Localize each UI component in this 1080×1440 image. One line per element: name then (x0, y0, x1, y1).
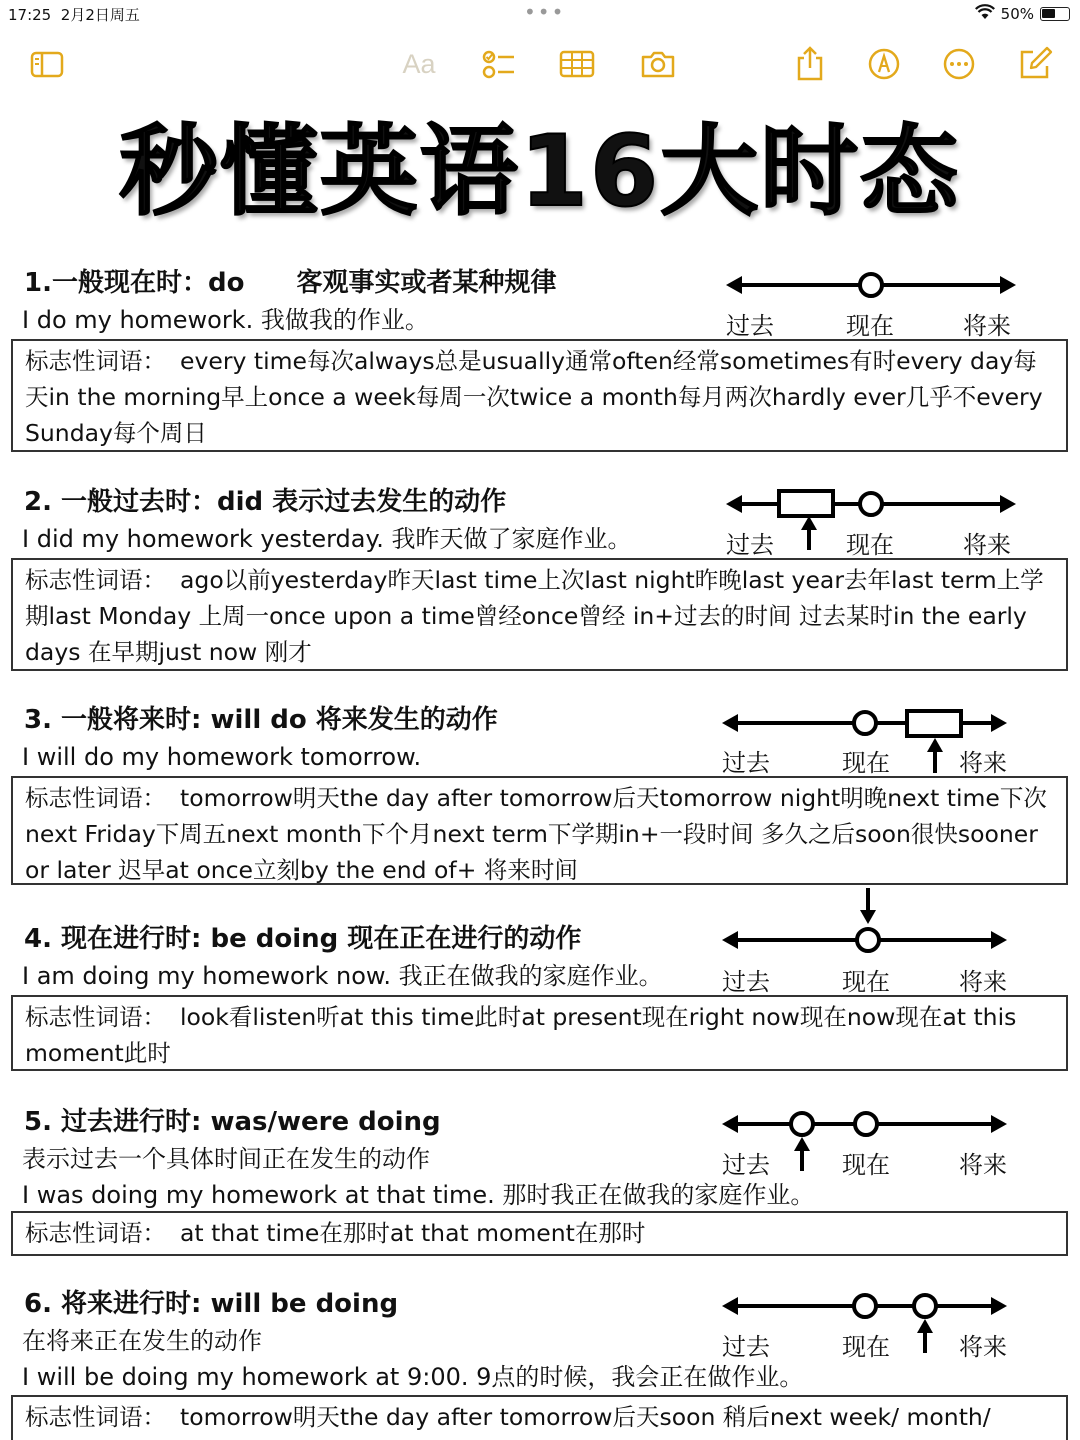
notes-toolbar (0, 38, 1080, 88)
keywords-label: 标志性词语： (25, 1003, 166, 1031)
timeline-past-label: 过去 (726, 312, 774, 340)
timeline-diagram (722, 1103, 1022, 1183)
keywords-box (11, 1395, 1068, 1440)
future-period-box (907, 711, 961, 736)
example-sentence: I am doing my homework now. 我正在做我的家庭作业。 (22, 962, 663, 990)
example-sentence: I do my homework. 我做我的作业。 (22, 306, 429, 334)
timeline-diagram (726, 264, 1026, 344)
timeline-diagram (722, 1285, 1022, 1365)
section-heading: 6. 将来进行时: will be doing (24, 1289, 399, 1319)
timeline-past-label: 过去 (722, 968, 770, 996)
keywords-text: tomorrow明天the day after tomorrow后天soon 稍后next week/ month/ (180, 1403, 991, 1431)
keywords-label: 标志性词语： (25, 566, 166, 594)
keywords-text: at that time在那时at that moment在那时 (180, 1219, 646, 1247)
section-heading: 2. 一般过去时：did 表示过去发生的动作 (24, 487, 507, 517)
present-point (854, 712, 876, 734)
keywords-text: every time每次always总是usually通常often经常sometimes有时every day每天in the morning早上once a week每周一次twice a month每月两次hardly ever几乎不every Sunday每个周日 (25, 347, 1043, 447)
timeline-future-label: 将来 (959, 1151, 1007, 1179)
camera-icon[interactable] (638, 44, 678, 84)
status-time: 17:25 2月2日周五 (8, 6, 140, 24)
timeline-diagram (726, 483, 1026, 563)
timeline-future-label: 将来 (963, 312, 1011, 340)
status-right (975, 4, 1070, 24)
future-moment-point (914, 1295, 936, 1317)
section-heading: 3. 一般将来时: will do 将来发生的动作 (24, 705, 498, 735)
timeline-present-label: 现在 (842, 1333, 890, 1361)
wifi-icon (975, 4, 995, 24)
timeline-future-label: 将来 (959, 968, 1007, 996)
example-sentence: I was doing my homework at that time. 那时我正在做我的家庭作业。 (22, 1181, 815, 1209)
example-sentence: I will be doing my homework at 9:00. 9点的时候，我会正在做作业。 (22, 1363, 804, 1391)
past-moment-point (791, 1113, 813, 1135)
timeline-present-label: 现在 (846, 312, 894, 340)
battery-percent: 50% (1000, 5, 1034, 23)
timeline-diagram (722, 886, 1022, 996)
timeline-past-label: 过去 (722, 749, 770, 777)
compose-icon[interactable] (1015, 44, 1055, 84)
past-period-box (779, 491, 833, 516)
keywords-box (11, 1211, 1068, 1256)
timeline-diagram (722, 701, 1022, 781)
status-bar (0, 0, 1080, 30)
keywords-label: 标志性词语： (25, 347, 166, 375)
present-point (857, 929, 879, 951)
section-heading: 5. 过去进行时: was/were doing (24, 1107, 441, 1137)
keywords-text: look看listen听at this time此时at present现在right now现在now现在at this moment此时 (25, 1003, 1017, 1067)
present-point (860, 493, 882, 515)
example-sentence: I did my homework yesterday. 我昨天做了家庭作业。 (22, 525, 632, 553)
timeline-present-label: 现在 (842, 749, 890, 777)
more-icon[interactable] (939, 44, 979, 84)
keywords-box (11, 339, 1068, 452)
timeline-future-label: 将来 (963, 531, 1011, 559)
example-sentence: I will do my homework tomorrow. (22, 743, 422, 771)
section-heading: 1.一般现在时：do 客观事实或者某种规律 (24, 268, 557, 298)
keywords-box (11, 558, 1068, 671)
note-title: 秒懂英语16大时态 (119, 115, 961, 229)
keywords-text: ago以前yesterday昨天last time上次last night昨晚last year去年last term上学期last Monday 上周一once upon a time曾经once曾经 in+过去的时间 过去某时in the early days 在早期just now 刚才 (25, 566, 1044, 666)
description-text: 在将来正在发生的动作 (22, 1327, 262, 1355)
timeline-future-label: 将来 (959, 749, 1007, 777)
multitask-dots[interactable]: ••• (524, 0, 566, 24)
section-heading: 4. 现在进行时: be doing 现在正在进行的动作 (24, 924, 582, 954)
present-point (855, 1113, 877, 1135)
keywords-box (11, 995, 1068, 1071)
timeline-past-label: 过去 (722, 1151, 770, 1179)
present-point (860, 274, 882, 296)
markup-icon[interactable] (864, 44, 904, 84)
timeline-past-label: 过去 (722, 1333, 770, 1361)
keywords-label: 标志性词语： (25, 1403, 166, 1431)
format-button[interactable]: Aa (402, 48, 436, 79)
timeline-past-label: 过去 (726, 531, 774, 559)
keywords-box (11, 776, 1068, 885)
timeline-present-label: 现在 (846, 531, 894, 559)
checklist-icon[interactable] (478, 44, 518, 84)
timeline-present-label: 现在 (842, 1151, 890, 1179)
battery-icon (1040, 7, 1070, 21)
sidebar-icon[interactable] (27, 44, 67, 84)
keywords-label: 标志性词语： (25, 784, 166, 812)
share-icon[interactable] (790, 44, 830, 84)
present-point (854, 1295, 876, 1317)
keywords-label: 标志性词语： (25, 1219, 166, 1247)
timeline-future-label: 将来 (959, 1333, 1007, 1361)
table-icon[interactable] (557, 44, 597, 84)
timeline-present-label: 现在 (842, 968, 890, 996)
keywords-text: tomorrow明天the day after tomorrow后天tomorrow night明晚next time下次next Friday下周五next month下个月next term下学期in+一段时间 多久之后soon很快sooner or later 迟早at once立刻by the end of+ 将来时间 (25, 784, 1047, 884)
description-text: 表示过去一个具体时间正在发生的动作 (22, 1145, 430, 1173)
